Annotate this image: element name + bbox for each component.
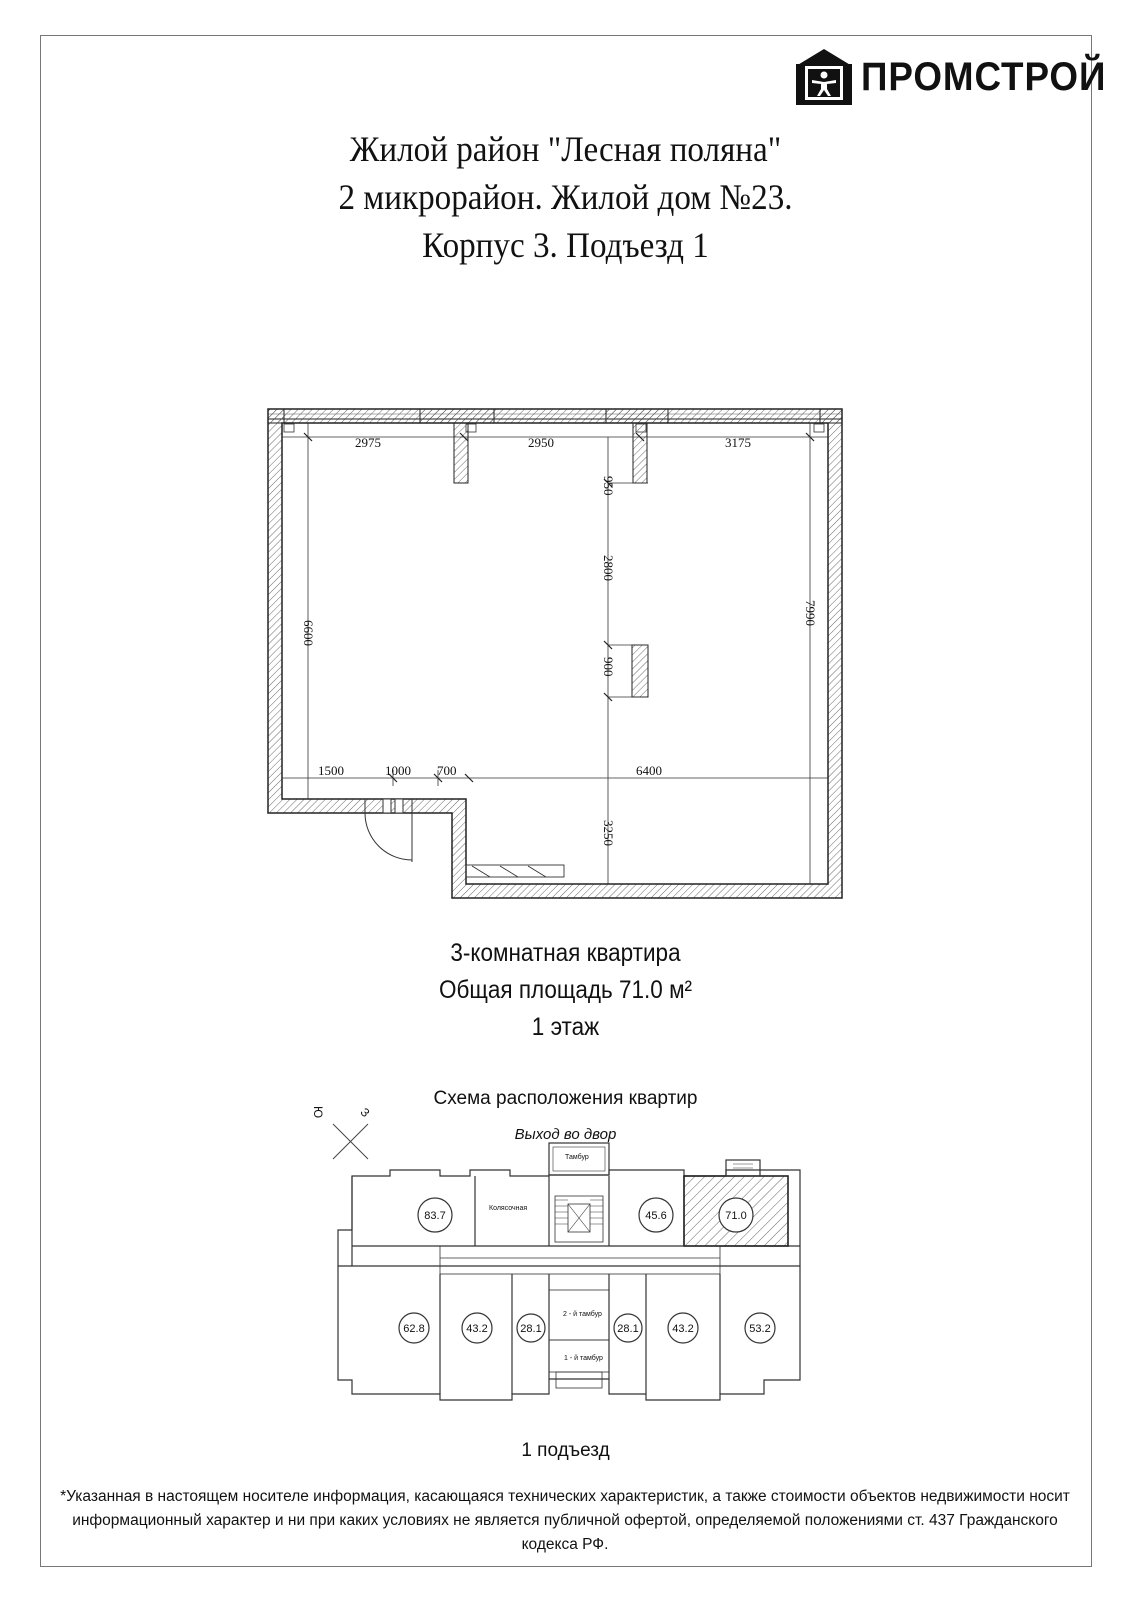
svg-text:43.2: 43.2	[672, 1323, 694, 1335]
apartment-plan	[268, 409, 842, 898]
dim-vertical-3: 900	[601, 657, 616, 677]
unit-label	[668, 1313, 698, 1343]
room-tambur-1: 1 - й тамбур	[564, 1355, 603, 1362]
dim-top-1: 2975	[355, 435, 381, 450]
disclaimer-line-2: информационный характер и ни при каких условиях не является публичной офертой, определяемой положениями ст. 437 Гражданского кодекса РФ.	[72, 1512, 1058, 1553]
dim-vertical-2: 2800	[601, 555, 616, 581]
exit-label: Выход во двор	[514, 1126, 617, 1143]
svg-text:28.1: 28.1	[520, 1323, 542, 1335]
outer-wall	[268, 409, 842, 898]
dim-vertical-1: 950	[601, 476, 616, 496]
dim-left: 6600	[301, 620, 316, 646]
unit-label	[719, 1198, 753, 1232]
title-line-3: Корпус 3. Подъезд 1	[422, 225, 709, 265]
apartment-area: Общая площадь 71.0 м²	[438, 976, 693, 1004]
unit-label	[614, 1314, 642, 1342]
disclaimer-line-1: *Указанная в настоящем носителе информация, касающаяся технических характеристик, а также стоимости объектов недвижимости носит	[60, 1488, 1070, 1505]
unit-label	[418, 1198, 452, 1232]
title-line-2: 2 микрорайон. Жилой дом №23.	[338, 177, 793, 217]
svg-text:28.1: 28.1	[617, 1323, 639, 1335]
unit-label	[399, 1313, 429, 1343]
room-stroller: Колясочная	[489, 1205, 528, 1212]
unit-label	[745, 1313, 775, 1343]
compass-east: З	[357, 1104, 373, 1120]
svg-text:62.8: 62.8	[403, 1323, 425, 1335]
scheme-title: Схема расположения квартир	[433, 1088, 698, 1109]
disclaimer	[60, 1485, 1070, 1557]
unit-label	[462, 1313, 492, 1343]
apartment-info	[0, 935, 1131, 1046]
svg-text:45.6: 45.6	[645, 1210, 667, 1222]
unit-label	[517, 1314, 545, 1342]
svg-text:83.7: 83.7	[424, 1210, 446, 1222]
dim-bottom-3: 700	[437, 763, 457, 778]
apartments-scheme	[311, 1105, 800, 1400]
dim-right: 7990	[803, 600, 818, 626]
apartment-floor: 1 этаж	[531, 1013, 600, 1041]
title-line-1: Жилой район "Лесная поляна"	[349, 129, 782, 169]
room-tambur: Тамбур	[565, 1154, 589, 1161]
dim-bottom-4: 6400	[636, 763, 662, 778]
column	[632, 645, 648, 697]
apartment-rooms: 3-комнатная квартира	[450, 939, 681, 967]
unit-label	[639, 1198, 673, 1232]
column	[633, 423, 647, 483]
dim-top-3: 3175	[725, 435, 751, 450]
room-tambur-2: 2 - й тамбур	[563, 1311, 602, 1318]
svg-text:71.0: 71.0	[725, 1210, 747, 1222]
svg-text:53.2: 53.2	[749, 1323, 771, 1335]
column	[454, 423, 468, 483]
dim-vertical-4: 3250	[601, 820, 616, 846]
logo-text: ПРОМСТРОЙ	[861, 54, 1107, 99]
dim-bottom-1: 1500	[318, 763, 344, 778]
svg-text:43.2: 43.2	[466, 1323, 488, 1335]
dim-bottom-2: 1000	[385, 763, 411, 778]
entrance-label: 1 подъезд	[521, 1440, 610, 1461]
compass-south: Ю	[311, 1106, 325, 1119]
dim-top-2: 2950	[528, 435, 554, 450]
